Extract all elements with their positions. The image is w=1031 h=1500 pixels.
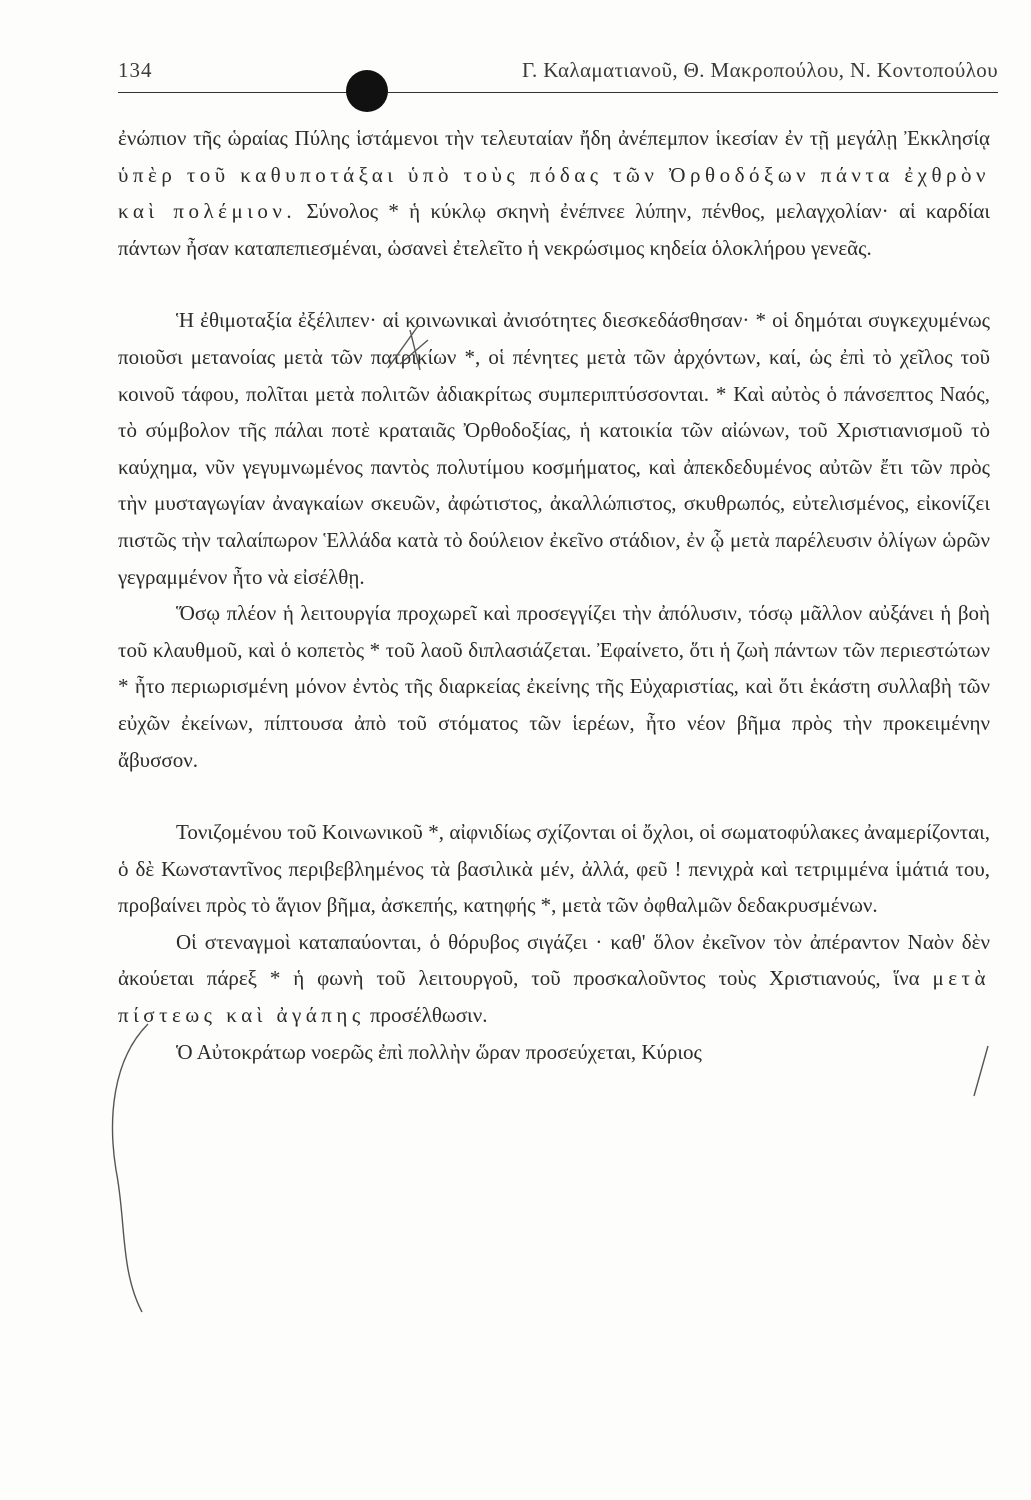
paragraph-4: Τονιζομένου τοῦ Κοινωνικοῦ *, αἰφνιδίως σχίζονται οἱ ὄχλοι, οἱ σωματοφύλακες ἀναμερίζονται, ὁ δὲ Κωνσταντῖνος περιβεβλημένος τὰ βασιλικὰ μέν, ἀλλά, φεῦ ! πενιχρὰ καὶ τετριμμένα ἱμάτιά του, προβαίνει πρὸς τὸ ἅγιον βῆμα, ἀσκεπής, κατηφής *, μετὰ τῶν ὀφθαλμῶν δεδακρυσμένων. xyxy=(118,820,990,918)
paragraph-5-rest: προσέλθωσιν. xyxy=(364,1003,488,1028)
paragraph-1-text: ἐνώπιον τῆς ὡραίας Πύλης ἱστάμενοι τὴν τελευταίαν ἤδη ἀνέπεμπον ἱκεσίαν ἐν τῇ μεγάλῃ Ἐκκλησίᾳ xyxy=(118,126,990,150)
page-number: 134 xyxy=(118,58,153,82)
header-rule xyxy=(118,92,998,93)
paragraph-2: Ἡ ἐθιμοταξία ἐξέλιπεν· αἱ κοινωνικαὶ ἀνισότητες διεσκεδάσθησαν· * οἱ δημόται συγκεχυμένως ποιοῦσι μετανοίας μετὰ τῶν πατρικίων *, οἱ πένητες μετὰ τῶν ἀρχόντων, καί, ὡς ἐπὶ τὸ χεῖλος τοῦ κοινοῦ τάφου, πολῖται μετὰ πολιτῶν ἀδιακρίτως συμπεριπτύσσονται. * Καὶ αὐτὸς ὁ πάνσεπτος Ναός, τὸ σύμβολον τῆς πάλαι ποτὲ κραταιᾶς Ὀρθοδοξίας, ἡ κατοικία τῶν αἰώνων, τοῦ Χριστιανισμοῦ τὸ καύχημα, νῦν γεγυμνωμένος παντὸς πολυτίμου κοσμήματος, καὶ ἀπεκδεδυμένος αὐτῶν ἔτι τῶν πρὸς τὴν μυσταγωγίαν ἀναγκαίων σκευῶν, ἀφώτιστος, ἀκαλλώπιστος, σκυθρωπός, εὐτελισμένος, εἰκονίζει πιστῶς τὴν ταλαίπωρον Ἑλλάδα κατὰ τὸ δούλειον ἐκεῖνο στάδιον, ἐν ᾧ μετὰ παρέλευσιν ὀλίγων ὡρῶν γεγραμμένον ἦτο νὰ εἰσέλθῃ. xyxy=(118,308,990,589)
paragraph-5-spaced-text: μετὰ πίστεως καὶ ἀγάπης xyxy=(118,966,990,1028)
punch-hole-mark xyxy=(346,70,388,112)
running-title: Γ. Καλαματιανοῦ, Θ. Μακροπούλου, Ν. Κοντοπούλου xyxy=(521,58,998,82)
paragraph-1-rest: Σύνολος * ἡ κύκλῳ σκηνὴ ἐνέπνεε λύπην, πένθος, μελαγχολίαν· αἱ καρδίαι πάντων ἦσαν καταπεπιεσμέναι, ὡσανεὶ ἐτελεῖτο ἡ νεκρώσιμος κηδεία ὁλοκλήρου γενεᾶς. xyxy=(118,199,990,260)
running-head xyxy=(118,52,998,86)
paragraph-5 xyxy=(118,924,990,1034)
paragraph-3: Ὅσῳ πλέον ἡ λειτουργία προχωρεῖ καὶ προσεγγίζει τὴν ἀπόλυσιν, τόσῳ μᾶλλον αὐξάνει ἡ βοὴ τοῦ κλαυθμοῦ, καὶ ὁ κοπετὸς * τοῦ λαοῦ διπλασιάζεται. Ἐφαίνετο, ὅτι ἡ ζωὴ πάντων τῶν περιεστώτων * ἦτο περιωρισμένη μόνον ἐντὸς τῆς διαρκείας ἐκείνης τῆς Εὐχαριστίας, καὶ ὅτι ἑκάστη συλλαβὴ τῶν εὐχῶν ἐκείνων, πίπτουσα ἀπὸ τοῦ στόματος τῶν ἱερέων, ἦτο νέον βῆμα πρὸς τὴν προκειμένην ἄβυσσον. xyxy=(118,601,990,772)
paragraph-6: Ὁ Αὐτοκράτωρ νοερῶς ἐπὶ πολλὴν ὥραν προσεύχεται, Κύριος xyxy=(176,1039,702,1064)
paragraph-1 xyxy=(118,120,990,266)
body-text xyxy=(118,120,990,1070)
paragraph-1-spaced-text: ὑπὲρ τοῦ καθυποτάξαι ὑπὸ τοὺς πόδας τῶν Ὀρθοδόξων πάντα ἐχθρὸν καὶ πολέμιον. xyxy=(118,162,990,224)
paragraph-5-text: Οἱ στεναγμοὶ καταπαύονται, ὁ θόρυβος σιγάζει · καθ' ὅλον ἐκεῖνον τὸν ἀπέραντον Ναὸν δὲν ἀκούεται πάρεξ * ἡ φωνὴ τοῦ λειτουργοῦ, τοῦ προσκαλοῦντος τοὺς Χριστιανούς, ἵνα xyxy=(118,929,990,991)
